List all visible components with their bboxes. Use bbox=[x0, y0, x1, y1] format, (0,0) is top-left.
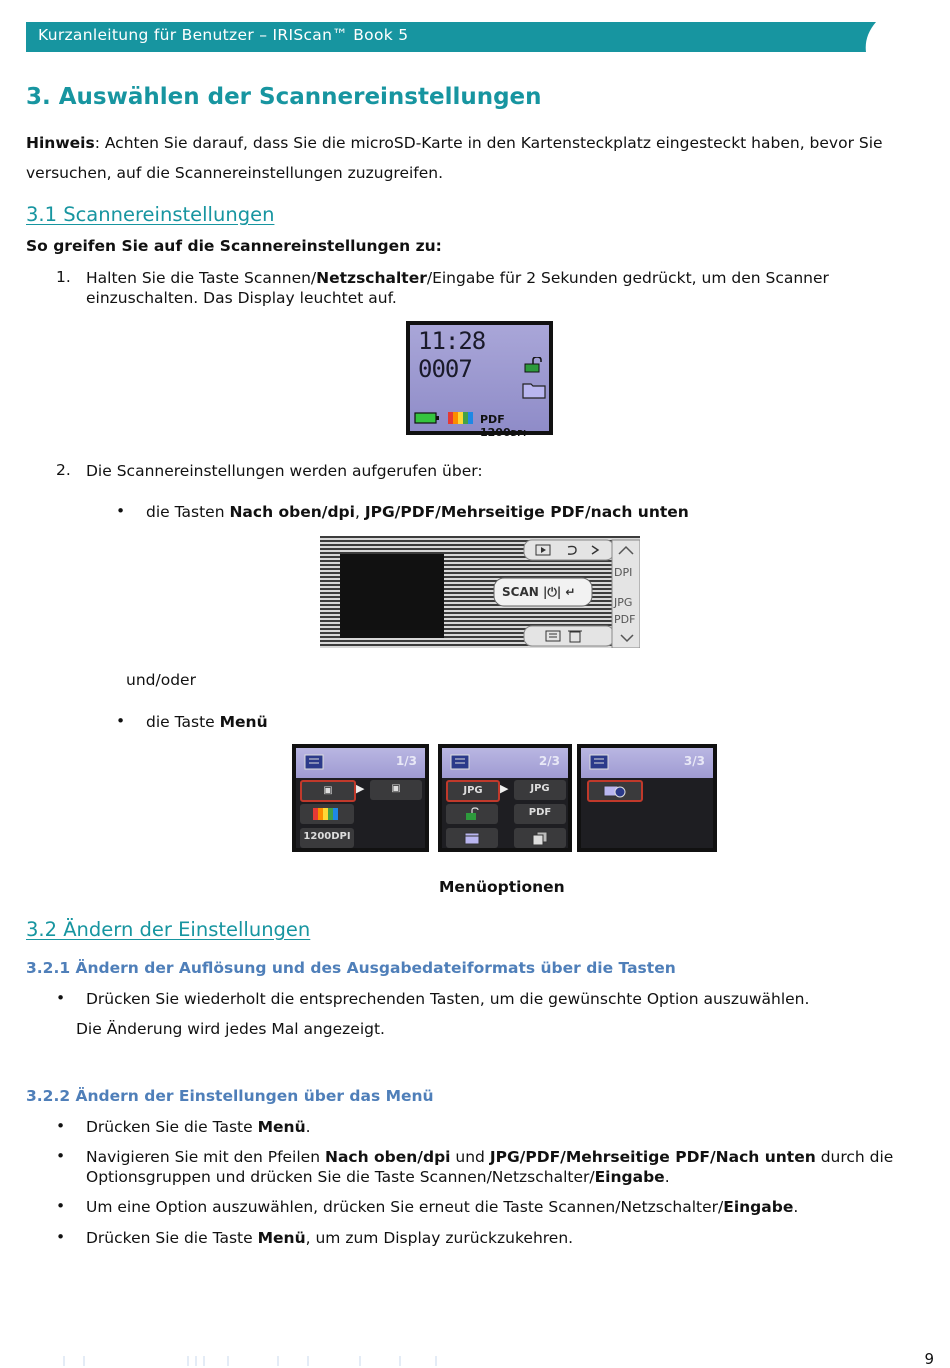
multipage-icon bbox=[532, 831, 548, 845]
bullet-icon: • bbox=[56, 1228, 66, 1246]
footer-marks bbox=[60, 1356, 460, 1366]
color-option bbox=[300, 804, 354, 824]
clock-calendar-icon bbox=[603, 784, 627, 798]
display-format: PDF 1200DPI bbox=[480, 413, 527, 439]
pdf-button-label: PDF bbox=[614, 613, 636, 626]
up-arrow-icon bbox=[616, 544, 636, 556]
calendar-option bbox=[446, 828, 498, 848]
down-arrow-icon bbox=[618, 632, 636, 644]
bullet-icon: • bbox=[56, 1117, 66, 1135]
unlock-icon bbox=[464, 807, 480, 821]
color-mode-icon bbox=[448, 411, 476, 425]
dpi-option: 1200DPI bbox=[300, 828, 354, 848]
menu-delete-icons bbox=[544, 628, 594, 644]
jpg-option: JPG bbox=[446, 780, 500, 802]
color-mode-icon bbox=[313, 808, 341, 820]
folder-option: ▣ bbox=[300, 780, 356, 802]
subsection-title-3-2-2: 3.2.2 Ändern der Einstellungen über das Menü bbox=[26, 1087, 434, 1105]
scanner-display-image bbox=[406, 321, 553, 439]
and-or-text: und/oder bbox=[126, 671, 196, 689]
scanner-panel-image bbox=[320, 536, 640, 648]
note-label: Hinweis bbox=[26, 134, 95, 152]
pdf-option: PDF bbox=[514, 804, 566, 824]
jpg-button-label: JPG bbox=[614, 596, 633, 609]
page-number: 9 bbox=[924, 1350, 934, 1368]
menu-page-indicator: 1/3 bbox=[395, 754, 417, 768]
jpg-option-sub: JPG bbox=[514, 780, 566, 800]
multipage-option bbox=[514, 828, 566, 848]
bullet-icon: • bbox=[56, 1147, 66, 1165]
bullet-menu-text: die Taste Menü bbox=[146, 713, 268, 731]
subsection-title-3-2: 3.2 Ändern der Einstellungen bbox=[26, 918, 311, 941]
section-title: 3. Auswählen der Scannereinstellungen bbox=[26, 84, 542, 110]
subsection-title-3-1: 3.1 Scannereinstellungen bbox=[26, 203, 275, 226]
datetime-option bbox=[587, 780, 643, 802]
menu-icon bbox=[589, 754, 609, 770]
playback-icons bbox=[534, 543, 614, 557]
bullet-text: Drücken Sie die Taste Menü, um zum Display zurückzukehren. bbox=[86, 1229, 574, 1247]
step-2-text: Die Scannereinstellungen werden aufgerufen über: bbox=[86, 462, 483, 480]
folder-option-sub: ▣ bbox=[370, 780, 422, 800]
access-intro: So greifen Sie auf die Scannereinstellungen zu: bbox=[26, 237, 442, 255]
arrow-right-icon: ▶ bbox=[356, 782, 365, 795]
scan-power-enter-button: SCAN |⏻| ↵ bbox=[502, 585, 576, 599]
step-1-text: Halten Sie die Taste Scannen/Netzschalter/Eingabe für 2 Sekunden gedrückt, um den Scanner einzuschalten. Das Display leuchtet auf. bbox=[86, 269, 829, 307]
bullet-text-continued: Die Änderung wird jedes Mal angezeigt. bbox=[76, 1020, 385, 1038]
bullet-text: Drücken Sie die Taste Menü. bbox=[86, 1118, 311, 1136]
menu-icon bbox=[304, 754, 324, 770]
arrow-right-icon: ▶ bbox=[500, 782, 509, 795]
battery-icon bbox=[414, 411, 440, 425]
step-number: 2. bbox=[56, 461, 71, 479]
step-number: 1. bbox=[56, 268, 71, 286]
menu-page-indicator: 2/3 bbox=[538, 754, 560, 768]
subsection-title-3-2-1: 3.2.1 Ändern der Auflösung und des Ausgabedateiformats über die Tasten bbox=[26, 959, 676, 977]
bullet-text: Drücken Sie wiederholt die entsprechenden Tasten, um die gewünschte Option auszuwählen. bbox=[86, 990, 810, 1008]
unlock-icon bbox=[523, 357, 545, 373]
figure-caption: Menüoptionen bbox=[439, 878, 565, 896]
display-time: 11:28 0007 bbox=[418, 327, 486, 383]
header-title: Kurzanleitung für Benutzer – IRIScan™ Book 5 bbox=[38, 26, 409, 44]
bullet-icon: • bbox=[116, 712, 126, 730]
bullet-text: Navigieren Sie mit den Pfeilen Nach oben/dpi und JPG/PDF/Mehrseitige PDF/Nach unten durch die Optionsgruppen und drücken Sie die Taste Scannen/Netzschalter/Eingabe. bbox=[86, 1148, 894, 1186]
menu-screen-2 bbox=[438, 744, 572, 852]
folder-icon bbox=[522, 381, 546, 399]
menu-screen-1 bbox=[292, 744, 429, 852]
menu-screen-3 bbox=[577, 744, 717, 852]
dpi-button-label: DPI bbox=[614, 566, 633, 579]
menu-page-indicator: 3/3 bbox=[683, 754, 705, 768]
lock-option bbox=[446, 804, 498, 824]
bullet-buttons-text: die Tasten Nach oben/dpi, JPG/PDF/Mehrseitige PDF/nach unten bbox=[146, 503, 689, 521]
page-header bbox=[26, 22, 876, 52]
bullet-icon: • bbox=[116, 502, 126, 520]
bullet-icon: • bbox=[56, 1197, 66, 1215]
note-paragraph bbox=[26, 128, 928, 188]
calendar-icon bbox=[464, 831, 480, 845]
menu-icon bbox=[450, 754, 470, 770]
bullet-icon: • bbox=[56, 989, 66, 1007]
bullet-text: Um eine Option auszuwählen, drücken Sie erneut die Taste Scannen/Netzschalter/Eingabe. bbox=[86, 1198, 799, 1216]
note-text: : Achten Sie darauf, dass Sie die microSD-Karte in den Kartensteckplatz eingesteckt haben, bevor Sie versuchen, auf die Scannereinstellungen zuzugreifen. bbox=[26, 134, 883, 182]
